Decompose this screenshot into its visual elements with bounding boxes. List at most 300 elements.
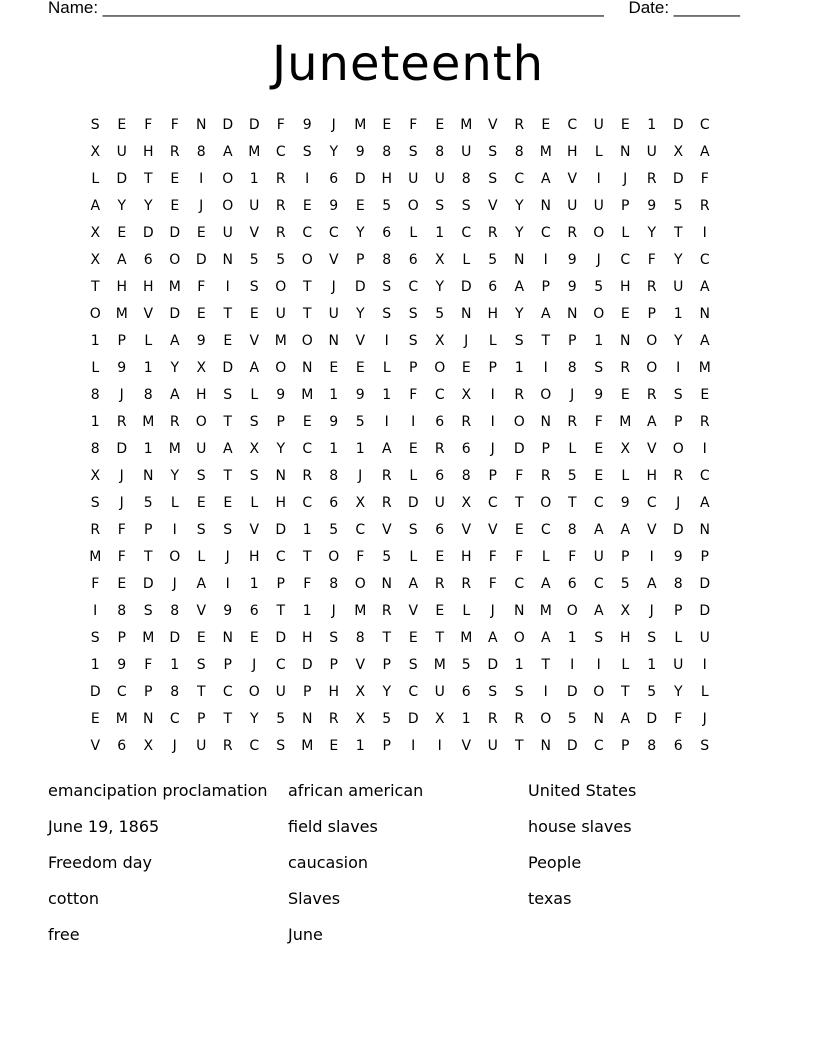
grid-cell: C (646, 494, 657, 511)
grid-cell: P (488, 359, 497, 376)
grid-cell: C (699, 467, 710, 484)
grid-cell: E (594, 467, 604, 484)
grid-cell: C (328, 224, 339, 241)
grid-cell: O (89, 305, 101, 322)
grid-cell: 5 (276, 251, 286, 268)
grid-cell: V (461, 521, 472, 538)
grid-cell: L (170, 494, 179, 511)
grid-cell: I (411, 413, 416, 430)
grid-cell: 6 (435, 521, 445, 538)
grid-cell: 1 (461, 710, 471, 727)
grid-cell: 9 (673, 548, 683, 565)
grid-row (82, 543, 718, 570)
grid-cell: R (434, 575, 445, 592)
grid-cell: F (594, 413, 603, 430)
grid-cell: H (487, 305, 499, 322)
word-item: free (48, 925, 80, 944)
grid-cell: D (460, 278, 472, 295)
grid-cell: N (540, 197, 551, 214)
grid-cell: V (249, 521, 260, 538)
grid-cell: M (354, 602, 367, 619)
grid-cell: O (248, 683, 260, 700)
letter-grid (82, 111, 718, 759)
grid-cell: N (222, 629, 233, 646)
grid-cell: O (354, 575, 366, 592)
grid-cell: I (596, 170, 601, 187)
grid-cell: C (275, 143, 286, 160)
grid-cell: N (540, 737, 551, 754)
grid-cell: M (168, 278, 181, 295)
grid-cell: P (647, 305, 656, 322)
grid-cell: M (115, 305, 128, 322)
grid-cell: A (593, 602, 604, 619)
grid-cell: I (384, 413, 389, 430)
grid-cell: O (434, 359, 446, 376)
grid-cell: J (172, 575, 177, 592)
grid-cell: T (196, 683, 206, 700)
grid-row (82, 219, 718, 246)
grid-cell: P (488, 467, 497, 484)
grid-cell: A (699, 494, 710, 511)
grid-cell: O (301, 332, 313, 349)
grid-cell: S (700, 737, 710, 754)
grid-cell: T (541, 656, 551, 673)
grid-cell: T (223, 305, 233, 322)
grid-cell: A (540, 170, 551, 187)
grid-cell: S (461, 197, 471, 214)
grid-cell: 5 (647, 683, 657, 700)
grid-cell: M (142, 629, 155, 646)
grid-cell: 5 (673, 197, 683, 214)
grid-cell: M (248, 143, 261, 160)
grid-cell: E (196, 305, 206, 322)
grid-cell: 1 (249, 170, 259, 187)
grid-cell: P (674, 602, 683, 619)
grid-cell: N (302, 710, 313, 727)
grid-cell: O (646, 332, 658, 349)
word-item: Freedom day (48, 853, 152, 872)
grid-cell: R (514, 116, 525, 133)
grid-cell: H (646, 467, 658, 484)
grid-cell: 8 (90, 386, 100, 403)
grid-cell: 8 (435, 143, 445, 160)
grid-cell: S (594, 359, 604, 376)
grid-cell: J (172, 737, 177, 754)
grid-cell: X (90, 224, 101, 241)
grid-cell: E (620, 305, 630, 322)
grid-cell: E (435, 602, 445, 619)
grid-cell: X (355, 683, 366, 700)
grid-cell: A (699, 278, 710, 295)
grid-cell: O (593, 224, 605, 241)
grid-cell: U (487, 737, 498, 754)
grid-cell: X (90, 143, 101, 160)
grid-cell: E (541, 116, 551, 133)
grid-cell: O (407, 197, 419, 214)
word-item: caucasion (288, 853, 369, 872)
grid-cell: 1 (435, 224, 445, 241)
grid-cell: T (541, 332, 551, 349)
grid-cell: U (461, 143, 472, 160)
grid-cell: E (302, 197, 312, 214)
grid-cell: 1 (594, 332, 604, 349)
grid-cell: F (117, 548, 126, 565)
grid-cell: D (699, 575, 711, 592)
grid-cell: D (275, 521, 287, 538)
grid-cell: 9 (117, 359, 127, 376)
grid-cell: A (222, 440, 233, 457)
grid-cell: T (143, 548, 153, 565)
grid-cell: O (513, 413, 525, 430)
grid-cell: 8 (143, 386, 153, 403)
grid-cell: V (567, 170, 578, 187)
grid-cell: F (144, 656, 153, 673)
grid-cell: O (593, 305, 605, 322)
grid-cell: E (620, 386, 630, 403)
grid-row (82, 624, 718, 651)
grid-cell: R (302, 467, 313, 484)
grid-cell: 6 (435, 467, 445, 484)
grid-cell: X (434, 251, 445, 268)
grid-cell: U (249, 197, 260, 214)
grid-cell: J (490, 602, 495, 619)
grid-cell: L (197, 548, 206, 565)
grid-cell: 1 (143, 359, 153, 376)
grid-cell: X (461, 494, 472, 511)
grid-cell: E (620, 116, 630, 133)
word-item: cotton (48, 889, 100, 908)
grid-cell: M (142, 413, 155, 430)
grid-cell: Y (170, 467, 180, 484)
word-column (48, 778, 268, 958)
grid-cell: S (90, 629, 100, 646)
grid-cell: T (620, 683, 630, 700)
grid-cell: E (223, 332, 233, 349)
grid-cell: U (408, 170, 419, 187)
grid-cell: T (276, 602, 286, 619)
grid-cell: L (700, 683, 709, 700)
grid-cell: E (249, 629, 259, 646)
grid-cell: S (435, 197, 445, 214)
grid-cell: N (699, 305, 710, 322)
grid-cell: S (382, 278, 392, 295)
grid-cell: P (700, 548, 709, 565)
grid-cell: X (620, 440, 631, 457)
grid-cell: S (249, 467, 259, 484)
grid-cell: M (539, 602, 552, 619)
grid-cell: U (673, 278, 684, 295)
grid-cell: N (143, 467, 154, 484)
grid-cell: J (649, 602, 654, 619)
grid-cell: N (328, 332, 339, 349)
grid-cell: E (329, 737, 339, 754)
grid-cell: Y (276, 440, 286, 457)
grid-cell: 1 (329, 386, 339, 403)
grid-row (82, 597, 718, 624)
grid-cell: 6 (488, 278, 498, 295)
grid-cell: 8 (461, 467, 471, 484)
grid-cell: F (647, 251, 656, 268)
grid-cell: 9 (329, 197, 339, 214)
grid-cell: D (248, 116, 260, 133)
grid-cell: J (252, 656, 257, 673)
grid-cell: V (381, 521, 392, 538)
grid-cell: F (356, 548, 365, 565)
word-item: house slaves (528, 817, 632, 836)
grid-cell: I (305, 170, 310, 187)
grid-cell: A (646, 413, 657, 430)
grid-cell: E (408, 629, 418, 646)
grid-cell: S (408, 656, 418, 673)
grid-cell: S (302, 143, 312, 160)
grid-cell: U (275, 683, 286, 700)
grid-cell: A (408, 575, 419, 592)
word-item: field slaves (288, 817, 378, 836)
grid-cell: 8 (567, 521, 577, 538)
grid-cell: M (433, 656, 446, 673)
grid-cell: Y (514, 197, 524, 214)
grid-cell: L (621, 467, 630, 484)
grid-cell: M (274, 332, 287, 349)
grid-cell: O (646, 359, 658, 376)
grid-cell: 8 (196, 143, 206, 160)
grid-cell: N (381, 575, 392, 592)
grid-cell: L (250, 386, 259, 403)
grid-cell: 5 (382, 548, 392, 565)
grid-cell: F (515, 467, 524, 484)
grid-cell: A (646, 575, 657, 592)
grid-cell: J (623, 170, 628, 187)
grid-cell: O (222, 170, 234, 187)
grid-cell: V (646, 521, 657, 538)
grid-cell: O (275, 278, 287, 295)
word-item: June (288, 925, 323, 944)
grid-cell: Y (249, 710, 259, 727)
grid-row (82, 570, 718, 597)
grid-cell: I (225, 575, 230, 592)
grid-cell: I (225, 278, 230, 295)
grid-cell: C (487, 494, 498, 511)
grid-cell: R (381, 467, 392, 484)
grid-cell: R (461, 413, 472, 430)
grid-row (82, 273, 718, 300)
grid-cell: C (408, 683, 419, 700)
grid-cell: R (169, 413, 180, 430)
grid-cell: J (119, 494, 124, 511)
name-field: Name: _____________________________________________________ (48, 0, 604, 17)
grid-cell: Y (673, 251, 683, 268)
grid-cell: E (196, 629, 206, 646)
grid-cell: I (543, 251, 548, 268)
grid-cell: N (196, 116, 207, 133)
grid-cell: X (673, 143, 684, 160)
grid-cell: T (223, 710, 233, 727)
grid-cell: F (117, 521, 126, 538)
grid-cell: E (170, 197, 180, 214)
grid-cell: E (329, 359, 339, 376)
grid-cell: C (620, 251, 631, 268)
grid-cell: E (355, 197, 365, 214)
grid-cell: I (596, 656, 601, 673)
grid-cell: S (196, 521, 206, 538)
grid-cell: 9 (329, 413, 339, 430)
grid-cell: H (381, 170, 393, 187)
grid-cell: S (223, 386, 233, 403)
grid-cell: 1 (647, 656, 657, 673)
grid-row (82, 462, 718, 489)
grid-cell: 5 (249, 251, 259, 268)
grid-cell: I (570, 656, 575, 673)
grid-cell: 8 (647, 737, 657, 754)
grid-cell: S (90, 116, 100, 133)
grid-cell: L (488, 332, 497, 349)
grid-cell: U (275, 305, 286, 322)
grid-cell: 6 (461, 683, 471, 700)
grid-cell: H (142, 143, 154, 160)
grid-cell: V (355, 332, 366, 349)
grid-cell: R (116, 413, 127, 430)
grid-cell: C (275, 548, 286, 565)
grid-cell: L (568, 440, 577, 457)
grid-cell: C (222, 683, 233, 700)
grid-cell: D (672, 116, 684, 133)
grid-cell: 1 (647, 116, 657, 133)
grid-cell: L (462, 251, 471, 268)
grid-cell: 1 (673, 305, 683, 322)
grid-cell: 1 (567, 629, 577, 646)
grid-cell: T (302, 548, 312, 565)
grid-cell: C (514, 575, 525, 592)
grid-cell: L (250, 494, 259, 511)
grid-row (82, 138, 718, 165)
grid-cell: D (142, 575, 154, 592)
grid-cell: Y (355, 224, 365, 241)
grid-cell: V (328, 251, 339, 268)
grid-cell: D (116, 440, 128, 457)
grid-cell: R (381, 494, 392, 511)
grid-cell: S (249, 278, 259, 295)
grid-cell: V (646, 440, 657, 457)
grid-cell: J (464, 332, 469, 349)
grid-cell: J (199, 197, 204, 214)
grid-cell: N (567, 305, 578, 322)
grid-cell: A (593, 521, 604, 538)
grid-cell: J (570, 386, 575, 403)
grid-cell: D (513, 440, 525, 457)
grid-cell: P (144, 521, 153, 538)
grid-cell: P (117, 332, 126, 349)
grid-cell: V (196, 602, 207, 619)
grid-cell: E (196, 494, 206, 511)
grid-cell: N (461, 305, 472, 322)
grid-cell: V (90, 737, 101, 754)
grid-cell: H (195, 386, 207, 403)
grid-cell: D (169, 224, 181, 241)
word-item: June 19, 1865 (48, 817, 160, 836)
grid-cell: R (567, 413, 578, 430)
grid-cell: D (116, 170, 128, 187)
grid-cell: L (91, 359, 100, 376)
grid-cell: X (355, 710, 366, 727)
grid-cell: L (621, 224, 630, 241)
grid-cell: H (460, 548, 472, 565)
grid-cell: O (593, 683, 605, 700)
grid-cell: J (490, 440, 495, 457)
word-item: People (528, 853, 582, 872)
grid-cell: C (540, 521, 551, 538)
grid-cell: D (566, 683, 578, 700)
grid-row (82, 111, 718, 138)
grid-cell: I (437, 737, 442, 754)
grid-cell: 1 (302, 602, 312, 619)
grid-cell: U (593, 116, 604, 133)
grid-cell: L (409, 548, 418, 565)
grid-cell: C (434, 386, 445, 403)
grid-cell: D (672, 170, 684, 187)
grid-cell: O (540, 710, 552, 727)
grid-cell: V (487, 116, 498, 133)
grid-cell: I (199, 170, 204, 187)
grid-cell: T (673, 224, 683, 241)
grid-cell: C (169, 710, 180, 727)
grid-cell: F (515, 548, 524, 565)
grid-cell: A (620, 521, 631, 538)
grid-cell: Y (435, 278, 445, 295)
grid-cell: E (117, 116, 127, 133)
grid-cell: J (119, 386, 124, 403)
grid-cell: 9 (567, 251, 577, 268)
grid-cell: M (89, 548, 102, 565)
grid-cell: S (408, 143, 418, 160)
date-field: Date: _______ (628, 0, 740, 17)
grid-cell: M (460, 629, 473, 646)
grid-cell: X (461, 386, 472, 403)
grid-cell: 9 (276, 386, 286, 403)
grid-row (82, 165, 718, 192)
grid-cell: E (408, 440, 418, 457)
grid-cell: N (222, 251, 233, 268)
grid-cell: I (702, 224, 707, 241)
grid-cell: 6 (461, 440, 471, 457)
grid-cell: C (593, 737, 604, 754)
grid-cell: 1 (514, 359, 524, 376)
grid-cell: J (331, 278, 336, 295)
grid-cell: C (116, 683, 127, 700)
grid-cell: C (355, 521, 366, 538)
grid-cell: R (487, 224, 498, 241)
grid-cell: D (487, 656, 499, 673)
grid-cell: O (222, 197, 234, 214)
grid-cell: P (223, 656, 232, 673)
grid-cell: A (116, 251, 127, 268)
grid-cell: C (461, 224, 472, 241)
grid-cell: O (672, 440, 684, 457)
grid-cell: 5 (435, 305, 445, 322)
grid-row (82, 489, 718, 516)
grid-cell: S (223, 521, 233, 538)
grid-cell: R (328, 710, 339, 727)
grid-cell: S (408, 521, 418, 538)
grid-row (82, 246, 718, 273)
grid-cell: A (699, 143, 710, 160)
grid-cell: X (355, 494, 366, 511)
grid-cell: I (411, 737, 416, 754)
grid-cell: R (699, 197, 710, 214)
grid-cell: R (620, 359, 631, 376)
grid-cell: P (382, 737, 391, 754)
grid-cell: M (619, 413, 632, 430)
grid-cell: 9 (196, 332, 206, 349)
